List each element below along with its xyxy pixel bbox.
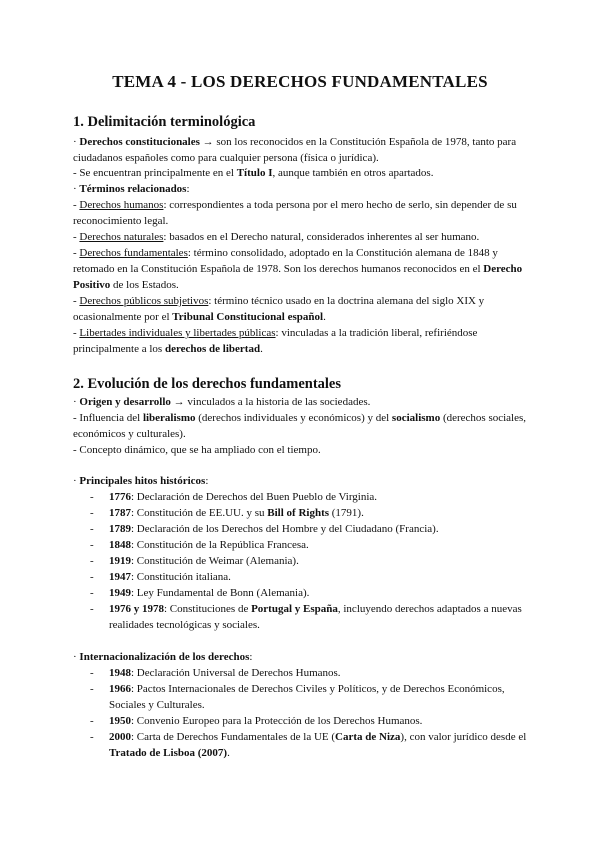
hitos-heading: · Principales hitos históricos: [73, 475, 209, 487]
terminos-relacionados-heading: · Términos relacionados: [73, 183, 190, 195]
derechos-fundamentales-item: - Derechos fundamentales: término consolidado, adoptado en la Constitución alemana de 1848 y retomado en la Constitución Española de 1978. Son los derechos humanos reconocidos en el Derecho Positivo de los Estados. [73, 247, 523, 291]
concepto-dinamico-line: - Concepto dinámico, que se ha ampliado con el tiempo. [73, 444, 321, 456]
libertades-item: - Libertades individuales y libertades públicas: vinculadas a la tradición liberal, refiriéndose principalmente a los derechos de libertad. [73, 327, 478, 355]
page-title: TEMA 4 - LOS DERECHOS FUNDAMENTALES [112, 72, 488, 91]
derechos-naturales-item: - Derechos naturales: basados en el Derecho natural, considerados inherentes al ser humano. [73, 231, 480, 243]
origen-desarrollo-line: · Origen y desarrollo → vinculados a la historia de las sociedades. [73, 396, 371, 408]
internacionalizacion-heading: · Internacionalización de los derechos: [73, 651, 253, 663]
section-1-heading: 1. Delimitación terminológica [73, 114, 256, 130]
influencia-paragraph: - Influencia del liberalismo (derechos individuales y económicos) y del socialismo (derechos sociales, económicos y culturales). [73, 412, 527, 440]
derechos-constitucionales-paragraph: · Derechos constitucionales → son los reconocidos en la Constitución Española de 1978, tanto para ciudadanos españoles como para cualquier persona (física o jurídica). [73, 136, 517, 164]
derechos-publicos-subjetivos-item: - Derechos públicos subjetivos: término técnico usado en la doctrina alemana del siglo XIX y ocasionalmente por el Tribunal Constitucional español. [73, 295, 485, 323]
derechos-humanos-item: - Derechos humanos: correspondientes a toda persona por el mero hecho de serlo, sin depender de su reconocimiento legal. [73, 199, 517, 227]
document-page: TEMA 4 - LOS DERECHOS FUNDAMENTALES 1. Delimitación terminológica · Derechos constitucionales → son los reconocidos en la Constitución Española de 1978, tanto para ciudadanos españoles como para cualquier persona (física o jurídica). - Se encuentran principalmente en el Título I, aunque también en otros apartados. · Términos relacionados: - Derechos humanos: correspondientes a toda persona por el mero hecho de serlo, sin depender de su reconocimiento legal. - Derechos naturales: basados en el Derecho natural, considerados inherentes al ser humano. - Derechos fundamentales: término consolidado, adoptado en la Constitución alemana de 1848 y retomado en la Constitución Española de 1978. Son los derechos humanos reconocidos en el Derecho Positivo de los Estados. - Derechos públicos subjetivos: término técnico usado en la doctrina alemana del siglo XIX y ocasionalmente por el Tribunal Constitucional español. - Libertades individuales y libertades públicas: vinculadas a la tradición liberal, refiriéndose principalmente a los derechos de libertad. 2. Evolución de los derechos fundamentales · Origen y desarrollo → vinculados a la historia de las sociedades. - Influencia del liberalismo (derechos individuales y económicos) y del socialismo (derechos sociales, económicos y culturales). - Concepto dinámico, que se ha ampliado con el tiempo. · Principales hitos históricos: - 1776: Declaración de Derechos del Buen Pueblo de Virginia. - 1787: Constitución de EE.UU. y su Bill of Rights (1791). - 1789: Declaración de los Derechos del Hombre y del Ciudadano (Francia). - 1848: Constitución de la República Francesa. - 1919: Constitución de Weimar (Alemania). - 1947: Constitución italiana. - 1949: Ley Fundamental de Bonn (Alemania). - 1976 y 1978: Constituciones de Portugal y España, incluyendo derechos adaptados a nuevas realidades tecnológicas y sociales. · Internacionalización de los derechos: - 1948: Declaración Universal de Derechos Humanos. - 1966: Pactos Internacionales de Derechos Civiles y Políticos, y de Derechos Económicos, Sociales y Culturales. - 1950: Convenio Europeo para la Protección de los Derechos Humanos. - 2000: Carta de Derechos Fundamentales de la UE (Carta de Niza), con valor jurídico desde el Tratado de Lisboa (2007). [0, 0, 600, 848]
titulo-i-line: - Se encuentran principalmente en el Título I, aunque también en otros apartados. [73, 167, 434, 179]
section-2-heading: 2. Evolución de los derechos fundamentales [73, 376, 342, 392]
